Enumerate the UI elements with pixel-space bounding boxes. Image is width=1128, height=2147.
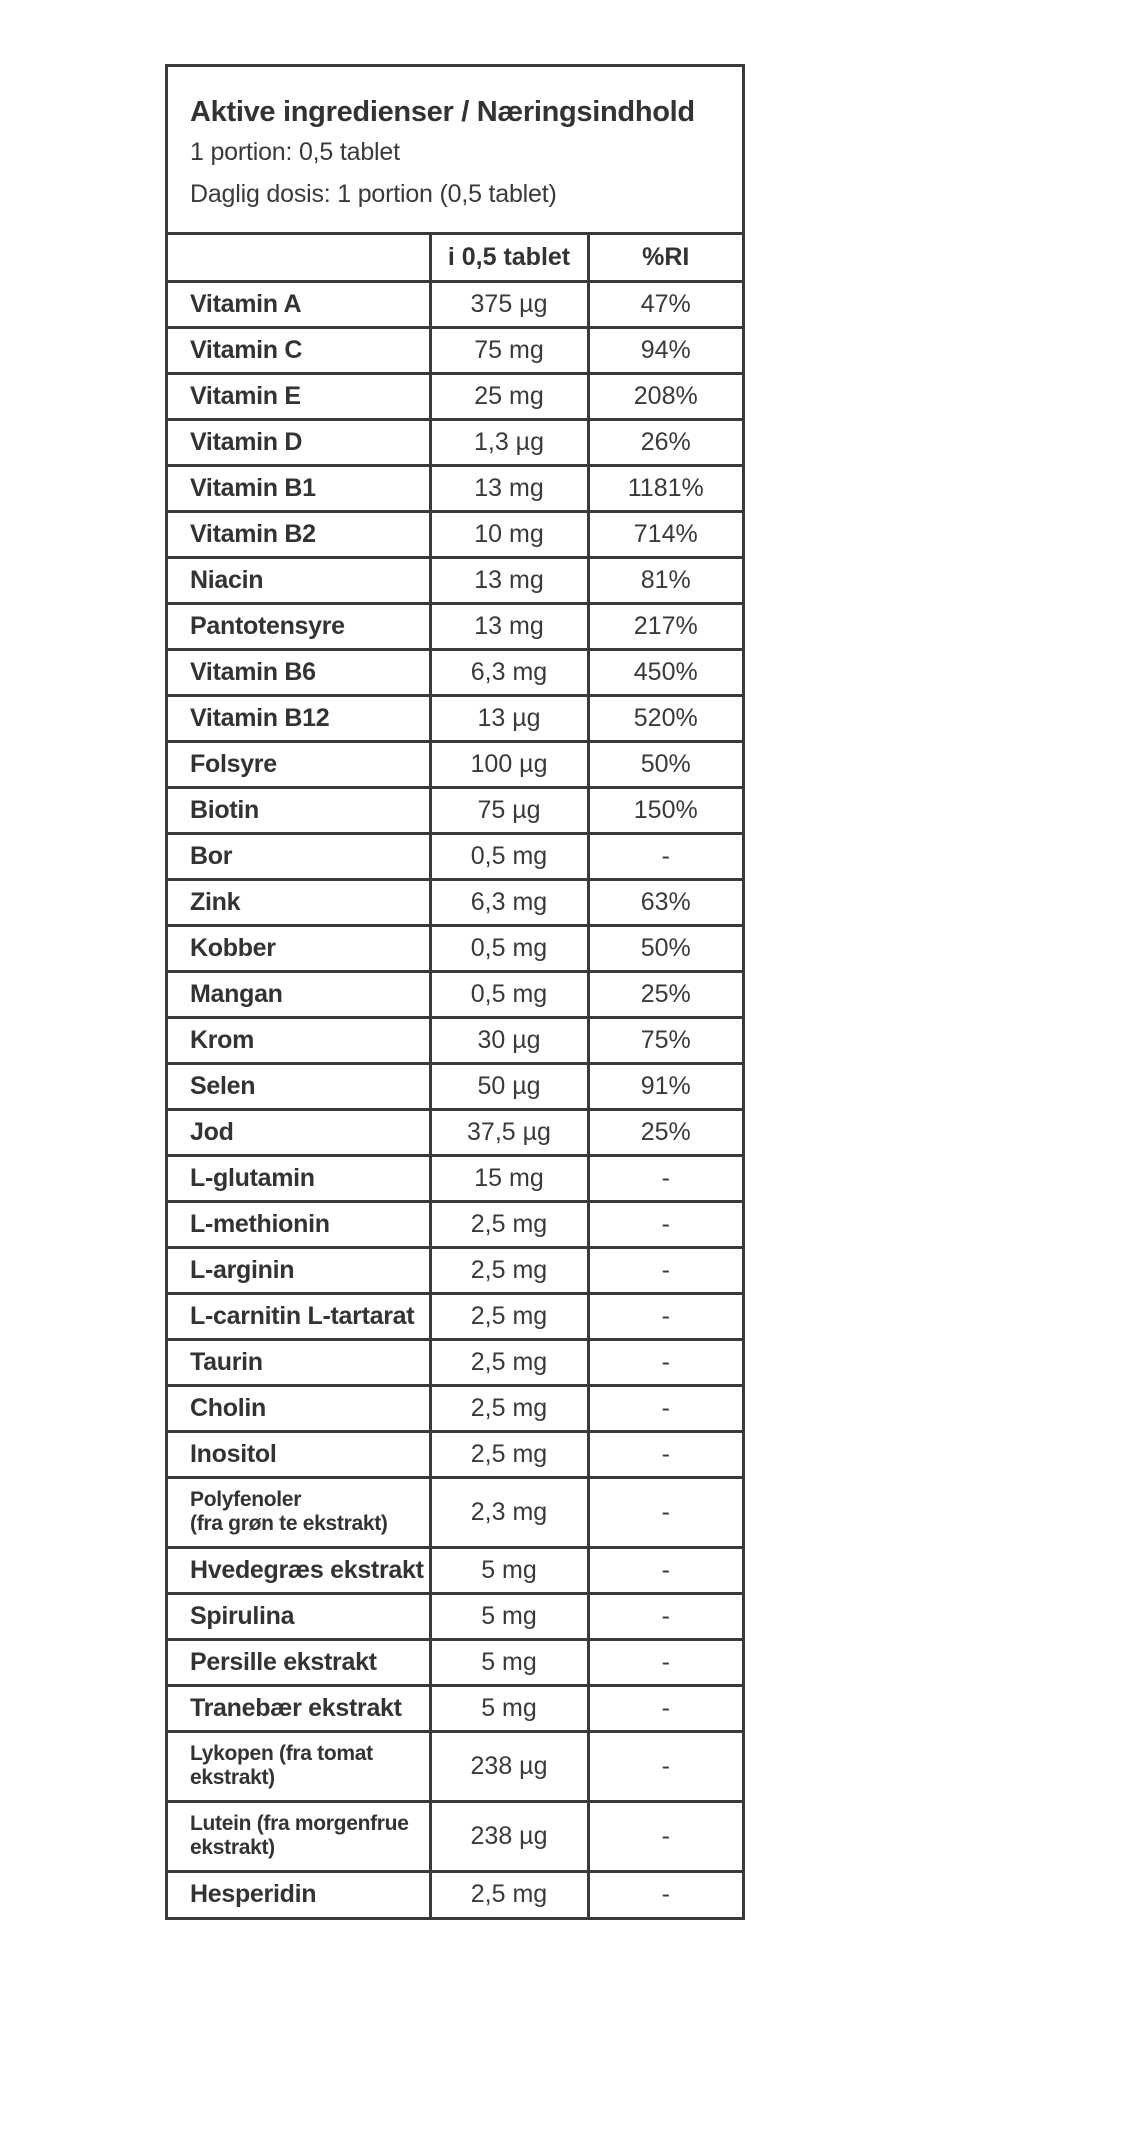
ingredient-ri: 91% bbox=[588, 1063, 742, 1109]
ingredient-name: Cholin bbox=[168, 1385, 430, 1431]
ingredient-amount: 10 mg bbox=[430, 511, 588, 557]
ingredient-ri: - bbox=[588, 1201, 742, 1247]
ingredient-name: L-glutamin bbox=[168, 1155, 430, 1201]
ingredient-name: Vitamin A bbox=[168, 281, 430, 327]
daily-dose-text: Daglig dosis: 1 portion (0,5 tablet) bbox=[190, 180, 557, 208]
ingredient-amount: 6,3 mg bbox=[430, 879, 588, 925]
ingredient-ri: 217% bbox=[588, 603, 742, 649]
table-row bbox=[168, 603, 742, 649]
ingredient-ri: 150% bbox=[588, 787, 742, 833]
ingredient-amount: 30 µg bbox=[430, 1017, 588, 1063]
ingredient-amount: 0,5 mg bbox=[430, 971, 588, 1017]
ingredient-name: Vitamin E bbox=[168, 373, 430, 419]
ingredient-ri: - bbox=[588, 1871, 742, 1917]
ingredient-amount: 75 µg bbox=[430, 787, 588, 833]
ingredient-ri: 450% bbox=[588, 649, 742, 695]
ingredient-amount: 5 mg bbox=[430, 1547, 588, 1593]
ingredient-ri: 25% bbox=[588, 971, 742, 1017]
ingredient-amount: 100 µg bbox=[430, 741, 588, 787]
panel-title: Aktive ingredienser / Næringsindhold bbox=[190, 96, 695, 128]
ingredient-amount: 2,5 mg bbox=[430, 1201, 588, 1247]
table-row bbox=[168, 1801, 742, 1871]
table-row bbox=[168, 419, 742, 465]
ingredient-amount: 375 µg bbox=[430, 281, 588, 327]
ingredient-name: Spirulina bbox=[168, 1593, 430, 1639]
ingredient-name: Vitamin B2 bbox=[168, 511, 430, 557]
ingredient-name: Tranebær ekstrakt bbox=[168, 1685, 430, 1731]
table-row bbox=[168, 557, 742, 603]
table-row bbox=[168, 373, 742, 419]
table-row bbox=[168, 1685, 742, 1731]
table-row bbox=[168, 1593, 742, 1639]
table-row bbox=[168, 281, 742, 327]
ingredient-amount: 15 mg bbox=[430, 1155, 588, 1201]
table-row bbox=[168, 971, 742, 1017]
table-row bbox=[168, 741, 742, 787]
table-row bbox=[168, 1109, 742, 1155]
table-row bbox=[168, 1293, 742, 1339]
table-row bbox=[168, 649, 742, 695]
ingredient-name: Lykopen (fra tomat ekstrakt) bbox=[168, 1731, 430, 1801]
ingredient-name: Jod bbox=[168, 1109, 430, 1155]
ingredient-amount: 37,5 µg bbox=[430, 1109, 588, 1155]
ingredient-ri: - bbox=[588, 1339, 742, 1385]
table-row bbox=[168, 833, 742, 879]
table-row bbox=[168, 879, 742, 925]
ingredient-ri: - bbox=[588, 1731, 742, 1801]
table-header-row bbox=[168, 235, 742, 281]
ingredient-ri: - bbox=[588, 1293, 742, 1339]
ingredient-ri: 75% bbox=[588, 1017, 742, 1063]
ingredient-name: Hesperidin bbox=[168, 1871, 430, 1917]
ingredient-amount: 5 mg bbox=[430, 1639, 588, 1685]
table-row bbox=[168, 1155, 742, 1201]
ingredient-name: L-carnitin L-tartarat bbox=[168, 1293, 430, 1339]
ingredient-ri: - bbox=[588, 1685, 742, 1731]
table-row bbox=[168, 787, 742, 833]
ingredient-ri: - bbox=[588, 1477, 742, 1547]
ingredient-ri: - bbox=[588, 1547, 742, 1593]
ingredient-ri: 520% bbox=[588, 695, 742, 741]
ingredient-name: Vitamin D bbox=[168, 419, 430, 465]
ingredient-name: L-methionin bbox=[168, 1201, 430, 1247]
ingredient-ri: - bbox=[588, 1155, 742, 1201]
ingredient-ri: 714% bbox=[588, 511, 742, 557]
ingredient-ri: - bbox=[588, 1431, 742, 1477]
ingredient-name: Vitamin B12 bbox=[168, 695, 430, 741]
ingredient-name: Vitamin B1 bbox=[168, 465, 430, 511]
ingredient-amount: 238 µg bbox=[430, 1801, 588, 1871]
ingredient-name: Biotin bbox=[168, 787, 430, 833]
table-row bbox=[168, 327, 742, 373]
nutrition-panel bbox=[165, 64, 745, 1920]
table-row bbox=[168, 1201, 742, 1247]
table-row bbox=[168, 1477, 742, 1547]
ingredient-name: Vitamin B6 bbox=[168, 649, 430, 695]
ingredient-amount: 13 mg bbox=[430, 557, 588, 603]
ingredient-ri: 63% bbox=[588, 879, 742, 925]
table-row bbox=[168, 1547, 742, 1593]
ingredient-amount: 2,3 mg bbox=[430, 1477, 588, 1547]
ingredient-amount: 5 mg bbox=[430, 1685, 588, 1731]
table-row bbox=[168, 465, 742, 511]
column-header-name bbox=[168, 235, 430, 281]
ingredient-ri: 50% bbox=[588, 925, 742, 971]
ingredient-ri: - bbox=[588, 833, 742, 879]
portion-text: 1 portion: 0,5 tablet bbox=[190, 138, 400, 166]
ingredient-name: Selen bbox=[168, 1063, 430, 1109]
table-row bbox=[168, 1247, 742, 1293]
ingredient-amount: 13 µg bbox=[430, 695, 588, 741]
ingredient-amount: 238 µg bbox=[430, 1731, 588, 1801]
ingredient-amount: 5 mg bbox=[430, 1593, 588, 1639]
panel-header bbox=[168, 67, 742, 235]
ingredient-amount: 2,5 mg bbox=[430, 1871, 588, 1917]
ingredient-amount: 2,5 mg bbox=[430, 1385, 588, 1431]
ingredient-name: Lutein (fra morgenfrue ekstrakt) bbox=[168, 1801, 430, 1871]
ingredient-ri: 25% bbox=[588, 1109, 742, 1155]
ingredient-amount: 13 mg bbox=[430, 465, 588, 511]
ingredient-amount: 13 mg bbox=[430, 603, 588, 649]
ingredient-ri: - bbox=[588, 1639, 742, 1685]
ingredient-ri: - bbox=[588, 1801, 742, 1871]
ingredient-amount: 50 µg bbox=[430, 1063, 588, 1109]
ingredient-name: Pantotensyre bbox=[168, 603, 430, 649]
ingredient-amount: 25 mg bbox=[430, 373, 588, 419]
ingredient-name: Niacin bbox=[168, 557, 430, 603]
ingredient-name: Kobber bbox=[168, 925, 430, 971]
table-row bbox=[168, 1017, 742, 1063]
column-header-ri: %RI bbox=[588, 235, 742, 281]
ingredient-name: Folsyre bbox=[168, 741, 430, 787]
ingredient-name: Polyfenoler (fra grøn te ekstrakt) bbox=[168, 1477, 430, 1547]
ingredient-amount: 2,5 mg bbox=[430, 1293, 588, 1339]
ingredient-name: Hvedegræs ekstrakt bbox=[168, 1547, 430, 1593]
ingredient-name: Persille ekstrakt bbox=[168, 1639, 430, 1685]
ingredient-name: Zink bbox=[168, 879, 430, 925]
table-row bbox=[168, 1431, 742, 1477]
table-row bbox=[168, 1731, 742, 1801]
ingredient-name: Krom bbox=[168, 1017, 430, 1063]
ingredient-name: Vitamin C bbox=[168, 327, 430, 373]
table-row bbox=[168, 695, 742, 741]
ingredient-amount: 0,5 mg bbox=[430, 833, 588, 879]
ingredient-amount: 2,5 mg bbox=[430, 1339, 588, 1385]
ingredient-name: Mangan bbox=[168, 971, 430, 1017]
ingredient-name: L-arginin bbox=[168, 1247, 430, 1293]
ingredient-amount: 2,5 mg bbox=[430, 1431, 588, 1477]
nutrition-table bbox=[168, 235, 742, 1917]
table-row bbox=[168, 1871, 742, 1917]
table-row bbox=[168, 925, 742, 971]
ingredient-name: Inositol bbox=[168, 1431, 430, 1477]
ingredient-amount: 75 mg bbox=[430, 327, 588, 373]
table-row bbox=[168, 511, 742, 557]
ingredient-amount: 0,5 mg bbox=[430, 925, 588, 971]
ingredient-ri: 47% bbox=[588, 281, 742, 327]
ingredient-ri: 50% bbox=[588, 741, 742, 787]
ingredient-amount: 2,5 mg bbox=[430, 1247, 588, 1293]
ingredient-ri: 81% bbox=[588, 557, 742, 603]
ingredient-ri: - bbox=[588, 1247, 742, 1293]
ingredient-ri: - bbox=[588, 1593, 742, 1639]
table-row bbox=[168, 1639, 742, 1685]
table-row bbox=[168, 1339, 742, 1385]
ingredient-ri: 26% bbox=[588, 419, 742, 465]
ingredient-ri: - bbox=[588, 1385, 742, 1431]
ingredient-amount: 6,3 mg bbox=[430, 649, 588, 695]
ingredient-ri: 208% bbox=[588, 373, 742, 419]
ingredient-ri: 94% bbox=[588, 327, 742, 373]
table-row bbox=[168, 1063, 742, 1109]
ingredient-ri: 1181% bbox=[588, 465, 742, 511]
table-row bbox=[168, 1385, 742, 1431]
ingredient-name: Bor bbox=[168, 833, 430, 879]
ingredient-amount: 1,3 µg bbox=[430, 419, 588, 465]
ingredient-name: Taurin bbox=[168, 1339, 430, 1385]
column-header-amount: i 0,5 tablet bbox=[430, 235, 588, 281]
